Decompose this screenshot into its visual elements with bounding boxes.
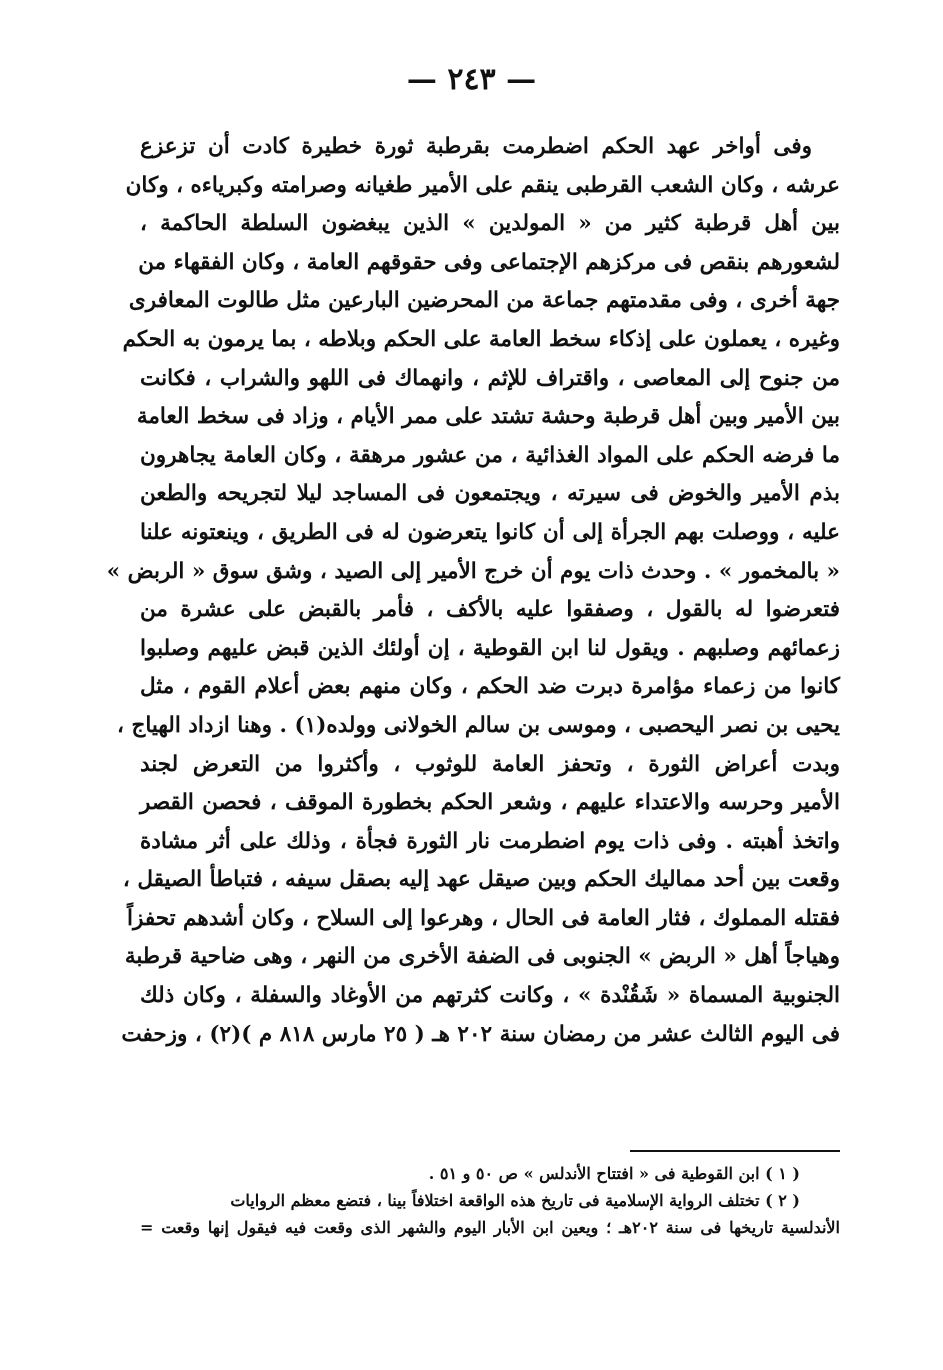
text-line: بين أهل قرطبة كثير من « المولدين » الذين يبغضون السلطة الحاكمة ، [140, 211, 840, 237]
text-line: ما فرضه الحكم على المواد الغذائية ، من عشور مرهقة ، وكان العامة يجاهرون [140, 442, 840, 468]
body-text [106, 128, 840, 1054]
text-line: فى اليوم الثالث عشر من رمضان سنة ٢٠٢ هـ ( ٢٥ مارس ٨١٨ م )(٢) ، وزحفت [121, 1021, 840, 1047]
text-line: يحيى بن نصر اليحصبى ، وموسى بن سالم الخولانى وولده(١) . وهنا ازداد الهياج ، [117, 712, 840, 738]
text-line: وغيره ، يعملون على إذكاء سخط العامة على الحكم وبلاطه ، بما يرمون به الحكم [122, 326, 840, 352]
text-line: بين الأمير وبين أهل قرطبة وحشة تشتد على ممر الأيام ، وزاد فى سخط العامة [136, 404, 840, 430]
footnote-line: الأندلسية تاريخها فى سنة ٢٠٢هـ ؛ ويعين ابن الأبار اليوم والشهر الذى وقعت فيه فيقول إنها وقعت = [140, 1218, 841, 1237]
text-line: الأمير وحرسه والاعتداء عليهم ، وشعر الحكم بخطورة الموقف ، فحصن القصر [140, 790, 840, 816]
footnotes [140, 1160, 840, 1241]
text-line: وفى أواخر عهد الحكم اضطرمت بقرطبة ثورة خطيرة كادت أن تزعزع [140, 134, 812, 159]
text-line: عرشه ، وكان الشعب القرطبى ينقم على الأمير طغيانه وصرامته وكبرياءه ، وكان [125, 172, 840, 198]
text-line: « بالمخمور » . وحدث ذات يوم أن خرج الأمير إلى الصيد ، وشق سوق « الربض » [106, 558, 840, 584]
text-line: فتعرضوا له بالقول ، وصفقوا عليه بالأكف ، فأمر بالقبض على عشرة من [140, 597, 840, 623]
text-line: وقعت بين أحد مماليك الحكم وبين صيقل عهد إليه بصقل سيفه ، فتباطأ الصيقل ، [122, 867, 840, 893]
text-line: جهة أخرى ، وفى مقدمتهم جماعة من المحرضين البارعين مثل طالوت المعافرى [128, 288, 840, 314]
footnote-line: ( ١ ) ابن القوطية فى « افتتاح الأندلس » ص ٥٠ و ٥١ . [428, 1164, 800, 1183]
footnote-separator [630, 1150, 840, 1152]
text-line: زعمائهم وصلبهم . ويقول لنا ابن القوطية ، إن أولئك الذين قبض عليهم وصلبوا [140, 635, 840, 661]
text-line: وبدت أعراض الثورة ، وتحفز العامة للوثوب ، وأكثروا من التعرض لجند [140, 751, 840, 777]
text-line: عليه ، ووصلت بهم الجرأة إلى أن كانوا يتعرضون له فى الطريق ، وينعتونه علنا [140, 519, 840, 545]
text-line: وهياجاً أهل « الربض » الجنوبى فى الضفة الأخرى من النهر ، وهى ضاحية قرطبة [124, 944, 840, 970]
text-line: كانوا من زعماء مؤامرة دبرت ضد الحكم ، وكان منهم بعض أعلام القوم ، مثل [140, 674, 840, 700]
text-line: الجنوبية المسماة « شَقُنْدة » ، وكانت كثرتهم من الأوغاد والسفلة ، وكان ذلك [140, 983, 840, 1009]
text-line: واتخذ أهبته . وفى ذات يوم اضطرمت نار الثورة فجأة ، وذلك على أثر مشادة [140, 828, 840, 854]
text-line: لشعورهم بنقص فى مركزهم الإجتماعى وفى حقوقهم العامة ، وكان الفقهاء من [138, 249, 840, 275]
footnote-line: ( ٢ ) تختلف الرواية الإسلامية فى تاريخ هذه الواقعة اختلافاً بينا ، فتضع معظم الروايات [230, 1191, 800, 1210]
text-line: من جنوح إلى المعاصى ، واقتراف للإثم ، وانهماك فى اللهو والشراب ، فكانت [140, 365, 840, 391]
text-line: فقتله المملوك ، فثار العامة فى الحال ، وهرعوا إلى السلاح ، وكان أشدهم تحفزاً [127, 905, 840, 931]
page-number: — ٢٤٣ — [406, 62, 537, 97]
text-line: بذم الأمير والخوض فى سيرته ، ويجتمعون فى المساجد ليلا لتجريحه والطعن [140, 481, 840, 507]
